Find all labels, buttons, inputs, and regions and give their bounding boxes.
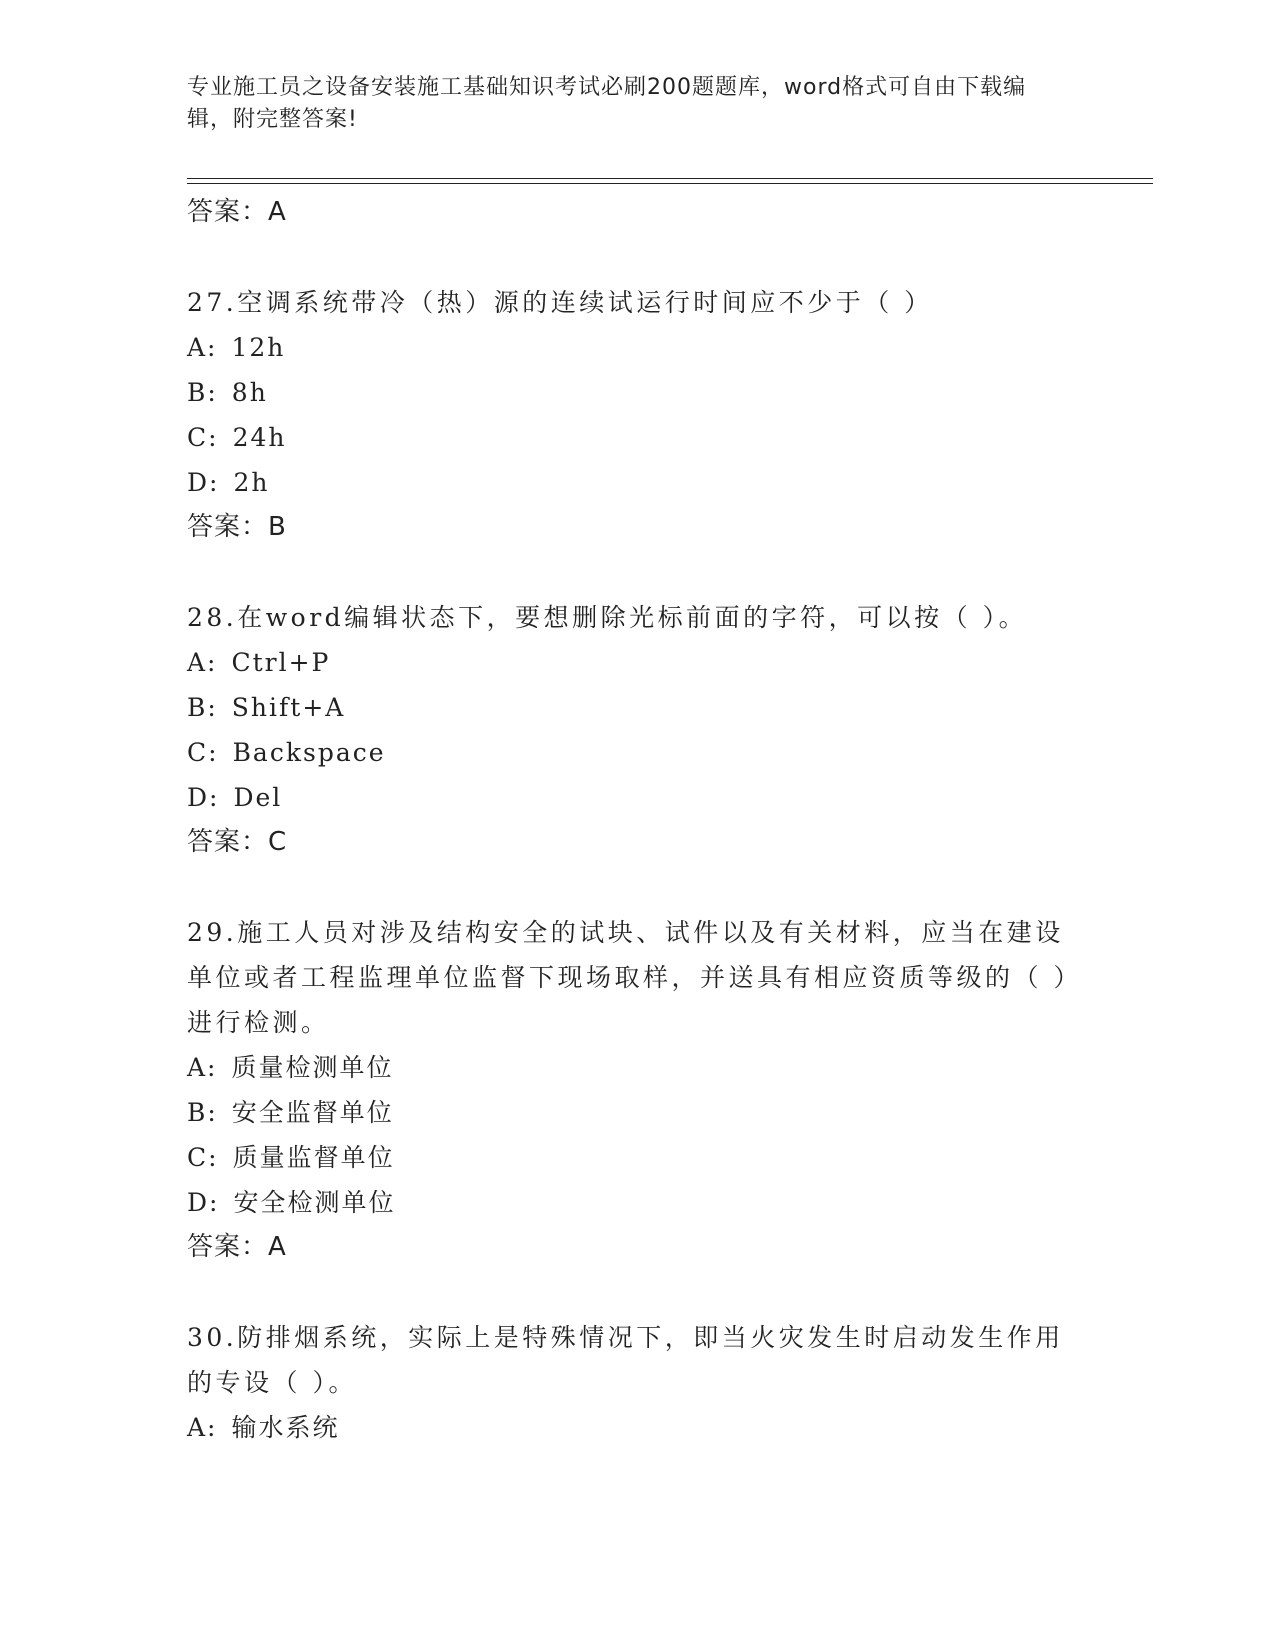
option-key: C: [187,738,219,767]
option-a [187,1045,1087,1090]
option-key: B: [187,1098,218,1127]
option-a [187,640,1087,685]
option-key: D: [187,783,220,812]
option-value: 2h [233,468,270,497]
option-value: Ctrl+P [231,648,331,677]
option-value: 安全检测单位 [233,1188,396,1217]
option-value: 安全监督单位 [231,1098,394,1127]
question-text: 28.在word编辑状态下，要想删除光标前面的字符，可以按（ ）。 [187,603,1028,632]
answer-line: 答案：B [187,512,287,542]
question-text: 30.防排烟系统，实际上是特殊情况下，即当火灾发生时启动发生作用的专设（ ）。 [187,1323,1064,1397]
option-key: A: [187,1053,218,1082]
header-divider-line-secondary [187,183,1153,184]
option-value: 输水系统 [231,1413,340,1442]
option-value: Shift+A [231,693,346,722]
answer-line: 答案：A [187,1232,287,1262]
option-c [187,730,1087,775]
option-b [187,370,1087,415]
option-value: Del [233,783,283,812]
option-b [187,685,1087,730]
question-item [187,910,1087,1269]
question-item [187,1315,1087,1450]
option-key: D: [187,468,220,497]
header-divider-line [187,178,1153,179]
option-c [187,1135,1087,1180]
option-value: 8h [231,378,268,407]
option-a [187,1405,1087,1450]
option-key: A: [187,1413,218,1442]
question-text: 27.空调系统带冷（热）源的连续试运行时间应不少于（ ） [187,288,933,317]
page-header-title: 专业施工员之设备安装施工基础知识考试必刷200题题库，word格式可自由下载编辑，附完整答案! [187,75,1027,132]
option-c [187,415,1087,460]
answer-line: 答案：C [187,827,288,857]
question-item [187,280,1087,549]
answer-line: 答案：A [187,197,287,227]
option-value: 质量监督单位 [232,1143,395,1172]
option-value: 24h [232,423,287,452]
option-key: A: [187,648,218,677]
option-b [187,1090,1087,1135]
option-value: Backspace [232,738,386,767]
option-d [187,460,1087,505]
option-value: 12h [231,333,286,362]
question-item [187,595,1087,864]
question-list [187,190,1087,1450]
option-key: B: [187,378,218,407]
option-key: C: [187,423,219,452]
option-a [187,325,1087,370]
question-text: 29.施工人员对涉及结构安全的试块、试件以及有关材料，应当在建设单位或者工程监理单位监督下现场取样，并送具有相应资质等级的（ ）进行检测。 [187,918,1082,1037]
option-value: 质量检测单位 [231,1053,394,1082]
option-key: C: [187,1143,219,1172]
option-d [187,1180,1087,1225]
option-key: B: [187,693,218,722]
option-key: A: [187,333,218,362]
option-key: D: [187,1188,220,1217]
option-d [187,775,1087,820]
